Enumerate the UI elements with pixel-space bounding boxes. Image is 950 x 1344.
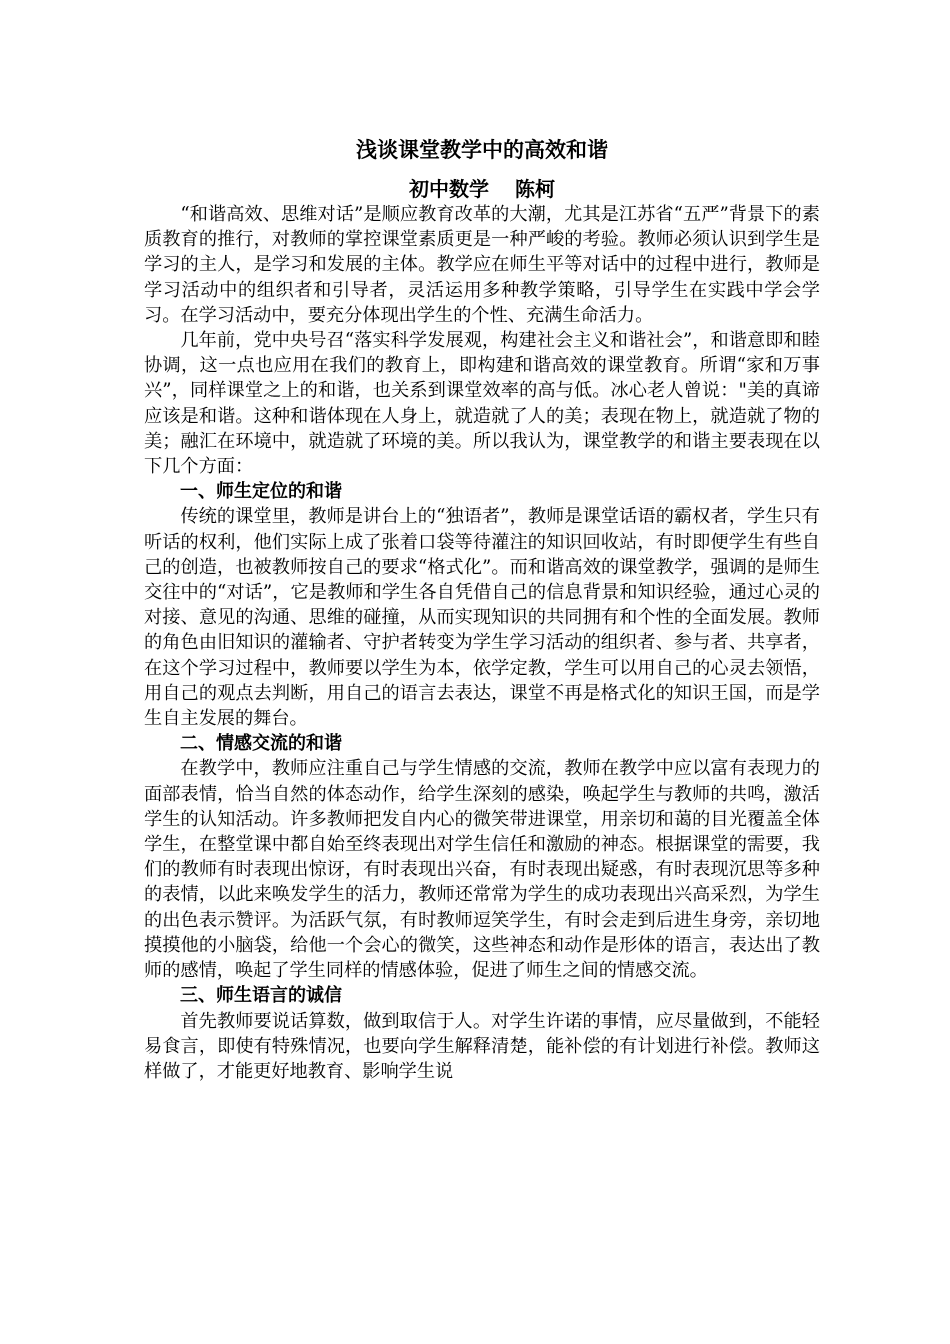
section-heading-2: 二、情感交流的和谐 <box>180 733 342 755</box>
document-body <box>144 136 820 1084</box>
section-paragraph-3: 首先教师要说话算数，做到取信于人。对学生许诺的事情，应尽量做到，不能轻易食言，即使有特殊情况，也要向学生解释清楚，能补偿的有计划进行补偿。教师这样做了，才能更好地教育、影响学生说 <box>144 1010 820 1082</box>
author-line <box>144 176 820 202</box>
intro-paragraph-1: “和谐高效、思维对话”是顺应教育改革的大潮，尤其是江苏省“五严”背景下的素质教育的推行，对教师的掌控课堂素质更是一种严峻的考验。教师必须认识到学生是学习的主人，是学习和发展的主体。教学应在师生平等对话中的过程中进行，教师是学习活动中的组织者和引导者，灵活运用多种教学策略，引导学生在实践中学会学习。在学习活动中，要充分体现出学生的个性、充满生命活力。 <box>144 204 820 326</box>
author-subject: 初中数学 <box>409 177 489 201</box>
section-heading-3: 三、师生语言的诚信 <box>180 985 342 1007</box>
intro-paragraph-2: 几年前，党中央号召“落实科学发展观，构建社会主义和谐社会”，和谐意即和睦协调，这一点也应用在我们的教育上，即构建和谐高效的课堂教育。所谓“家和万事兴”，同样课堂之上的和谐，也关系到课堂效率的高与低。冰心老人曾说："美的真谛应该是和谐。这种和谐体现在人身上，就造就了人的美；表现在物上，就造就了物的美；融汇在环境中，就造就了环境的美。所以我认为，课堂教学的和谐主要表现在以下几个方面： <box>144 330 820 478</box>
section-paragraph-1: 传统的课堂里，教师是讲台上的“独语者”，教师是课堂话语的霸权者，学生只有听话的权利，他们实际上成了张着口袋等待灌注的知识回收站，有时即便学生有些自己的创造，也被教师按自己的要求“格式化”。而和谐高效的课堂教学，强调的是师生交往中的“对话”，它是教师和学生各自凭借自己的信息背景和知识经验，通过心灵的对接、意见的沟通、思维的碰撞，从而实现知识的共同拥有和个性的全面发展。教师的角色由旧知识的灌输者、守护者转变为学生学习活动的组织者、参与者、共享者，在这个学习过程中，教师要以学生为本，依学定教，学生可以用自己的心灵去领悟，用自己的观点去判断，用自己的语言去表达，课堂不再是格式化的知识王国，而是学生自主发展的舞台。 <box>144 506 820 730</box>
author-name: 陈柯 <box>515 177 555 201</box>
section-paragraph-2: 在教学中，教师应注重自己与学生情感的交流，教师在教学中应以富有表现力的面部表情，恰当自然的体态动作，给学生深刻的感染，唤起学生与教师的共鸣，激活学生的认知活动。许多教师把发自内心的微笑带进课堂，用亲切和蔼的目光覆盖全体学生，在整堂课中都自始至终表现出对学生信任和激励的神态。根据课堂的需要，我们的教师有时表现出惊讶，有时表现出兴奋，有时表现出疑惑，有时表现沉思等多种的表情，以此来唤发学生的活力，教师还常常为学生的成功表现出兴高采烈，为学生的出色表示赞评。为活跃气氛，有时教师逗笑学生，有时会走到后进生身旁，亲切地摸摸他的小脑袋，给他一个会心的微笑，这些神态和动作是形体的语言，表达出了教师的感情，唤起了学生同样的情感体验，促进了师生之间的情感交流。 <box>144 758 820 982</box>
section-heading-1: 一、师生定位的和谐 <box>180 481 342 503</box>
document-title: 浅谈课堂教学中的高效和谐 <box>356 138 608 162</box>
